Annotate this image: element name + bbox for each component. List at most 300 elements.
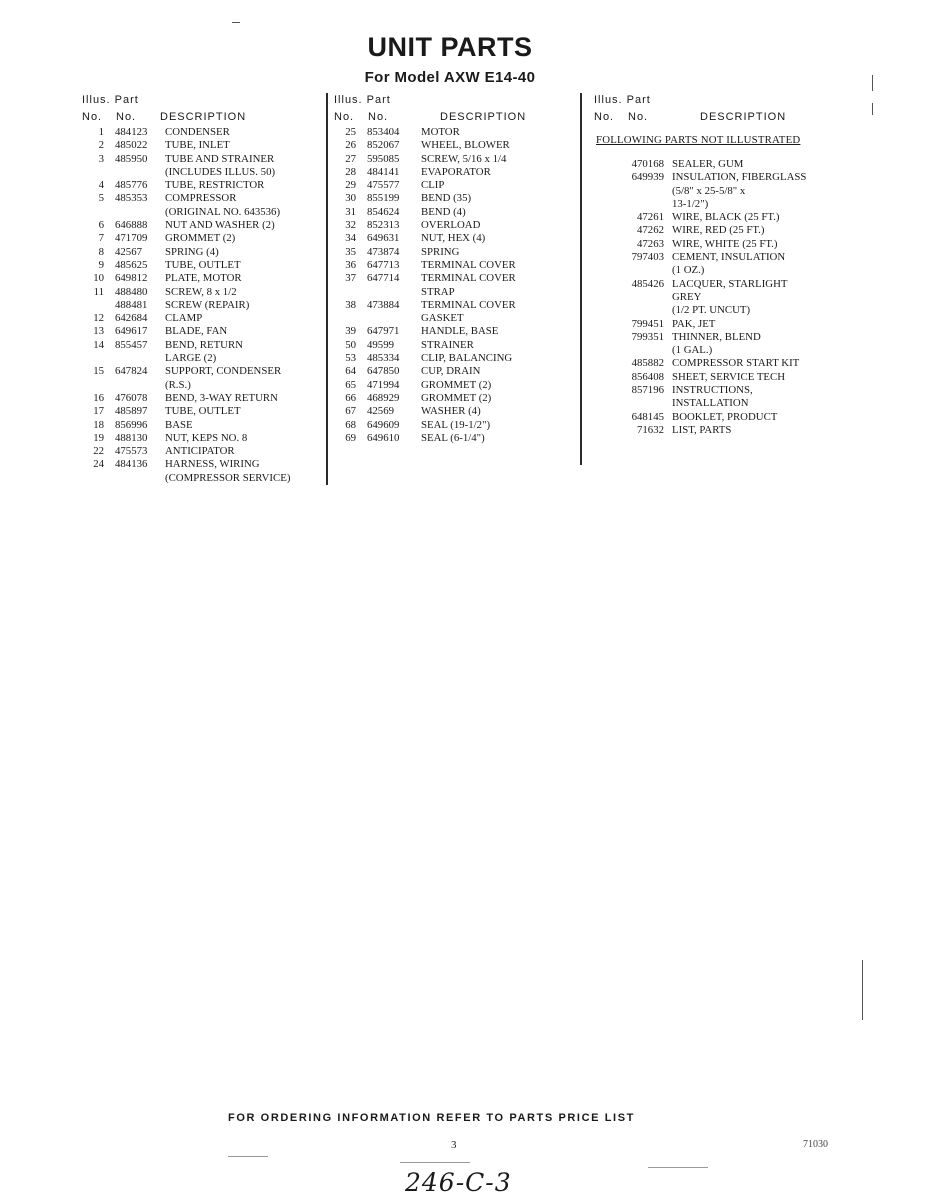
parts-row (590, 211, 840, 224)
part-description (672, 357, 799, 370)
part-number: 468929 (367, 391, 400, 404)
illus-number: 10 (93, 272, 104, 285)
part-number: 485334 (367, 352, 400, 365)
part-description (165, 419, 193, 432)
part-number: 853404 (367, 126, 400, 138)
part-description (421, 365, 480, 378)
illus-number: 4 (98, 179, 104, 192)
description-line: CLAMP (165, 312, 203, 325)
illus-number: 24 (93, 458, 104, 471)
part-number: 475577 (367, 179, 400, 192)
header-illus-no: No. (334, 111, 355, 123)
parts-row (330, 126, 580, 139)
part-number: 485882 (631, 357, 664, 370)
parts-row (590, 224, 840, 237)
part-number: 799351 (631, 330, 664, 343)
part-number: 647714 (367, 272, 400, 285)
part-number: 649610 (367, 431, 400, 444)
part-description (165, 153, 275, 180)
scan-mark (228, 1156, 268, 1157)
illus-number: 13 (93, 325, 104, 338)
parts-row (590, 411, 840, 424)
scan-mark (648, 1167, 708, 1168)
illus-number: 37 (345, 272, 356, 285)
description-line: SEAL (6-1/4") (421, 431, 485, 444)
description-line: GREY (672, 290, 702, 303)
illus-number: 11 (93, 285, 104, 298)
parts-row (330, 365, 580, 378)
part-number: 642684 (115, 312, 148, 325)
parts-row (78, 153, 323, 180)
parts-row (78, 139, 323, 152)
description-line: (1 GAL.) (672, 344, 713, 357)
illus-number: 29 (345, 179, 356, 192)
part-description (165, 126, 230, 139)
part-number: 595085 (367, 152, 400, 165)
parts-list (78, 126, 323, 485)
description-line: TUBE, RESTRICTOR (165, 179, 265, 192)
description-line: TUBE, INLET (165, 139, 230, 152)
description-line: LACQUER, STARLIGHT (672, 277, 788, 290)
part-description (165, 272, 242, 285)
description-line: TUBE, OUTLET (165, 405, 241, 418)
description-line: INSTRUCTIONS, (672, 384, 753, 397)
document-code: 71030 (803, 1139, 828, 1150)
illus-number: 68 (345, 418, 356, 431)
ordering-note: FOR ORDERING INFORMATION REFER TO PARTS PRICE LIST (228, 1112, 635, 1124)
parts-row (590, 238, 840, 251)
parts-row (78, 259, 323, 272)
part-description (165, 299, 249, 312)
description-line: (ORIGINAL NO. 643536) (165, 205, 281, 218)
illus-number: 6 (98, 219, 104, 232)
description-line: SPRING (4) (165, 245, 219, 258)
page-number: 3 (451, 1139, 457, 1151)
part-description (672, 251, 785, 278)
part-number: 649812 (115, 272, 148, 285)
column-header (330, 92, 580, 126)
part-description (421, 192, 471, 205)
part-number: 855199 (367, 192, 400, 205)
parts-row (78, 286, 323, 299)
part-number: 649939 (631, 171, 664, 184)
parts-row (78, 419, 323, 432)
part-description (165, 445, 235, 458)
description-line: TERMINAL COVER (421, 272, 516, 285)
illus-number: 32 (345, 219, 356, 232)
part-number: 470168 (631, 158, 664, 170)
part-description (165, 286, 237, 299)
illus-number: 1 (98, 126, 104, 138)
part-description (165, 392, 278, 405)
part-description (421, 139, 510, 152)
part-number: 471709 (115, 232, 148, 245)
parts-row (78, 219, 323, 232)
parts-row (590, 318, 840, 331)
parts-row (78, 325, 323, 338)
description-line: NUT, HEX (4) (421, 232, 486, 245)
illus-number: 7 (98, 232, 104, 245)
parts-row (330, 419, 580, 432)
parts-row (330, 206, 580, 219)
description-line: BEND (35) (421, 192, 472, 205)
header-description: DESCRIPTION (440, 111, 527, 123)
description-line: NUT AND WASHER (2) (165, 219, 275, 232)
part-number: 485776 (115, 179, 148, 192)
header-illus-no: No. (82, 111, 103, 123)
description-line: (1 OZ.) (672, 264, 705, 277)
part-number: 854624 (367, 205, 400, 218)
illus-number: 16 (93, 391, 104, 404)
illus-number: 17 (93, 405, 104, 418)
part-description (421, 325, 498, 338)
parts-row (330, 405, 580, 418)
part-number: 647713 (367, 258, 400, 271)
parts-row (78, 405, 323, 418)
illus-number: 26 (345, 139, 356, 152)
part-number: 485426 (631, 277, 664, 290)
part-description (421, 432, 485, 445)
parts-row (78, 339, 323, 366)
part-description (672, 278, 788, 318)
parts-column-2 (330, 92, 580, 445)
part-number: 488481 (115, 298, 148, 311)
part-description (421, 299, 516, 326)
part-description (672, 158, 743, 171)
part-number: 484136 (115, 458, 148, 471)
parts-row (590, 371, 840, 384)
description-line: THINNER, BLEND (672, 330, 761, 343)
part-number: 488130 (115, 431, 148, 444)
description-line: BEND, RETURN (165, 338, 243, 351)
illus-number: 31 (345, 205, 356, 218)
column-divider (580, 93, 582, 465)
description-line: COMPRESSOR START KIT (672, 357, 800, 370)
parts-row (78, 126, 323, 139)
part-description (165, 219, 275, 232)
header-part-no: No. (628, 111, 649, 123)
description-line: MOTOR (421, 126, 460, 138)
part-number: 47262 (637, 224, 664, 237)
part-description (421, 272, 516, 299)
illus-number: 14 (93, 338, 104, 351)
handwritten-note: 246-C-3 (405, 1168, 512, 1197)
part-number: 649609 (367, 418, 400, 431)
parts-row (78, 432, 323, 445)
illus-number: 3 (98, 152, 104, 165)
description-line: HANDLE, BASE (421, 325, 499, 338)
part-number: 857196 (631, 384, 664, 397)
description-line: (5/8" x 25-5/8" x (672, 184, 746, 197)
illus-number: 36 (345, 258, 356, 271)
parts-row (330, 339, 580, 352)
description-line: WIRE, RED (25 FT.) (672, 224, 765, 237)
part-number: 646888 (115, 219, 148, 232)
part-description (165, 458, 290, 485)
model-subtitle: For Model AXW E14-40 (364, 69, 536, 86)
part-description (165, 179, 264, 192)
part-description (672, 238, 777, 251)
part-number: 647850 (367, 365, 400, 378)
part-number: 852067 (367, 139, 400, 152)
parts-row (330, 232, 580, 245)
page-title: UNIT PARTS (367, 32, 533, 62)
illus-number: 64 (345, 365, 356, 378)
parts-row (330, 192, 580, 205)
header-illus-part: Illus. Part (82, 94, 139, 106)
description-line: LARGE (2) (165, 352, 217, 365)
part-number: 42567 (115, 245, 142, 258)
part-number: 485022 (115, 139, 148, 152)
part-description (421, 126, 460, 139)
description-line: PLATE, MOTOR (165, 272, 242, 285)
illus-number: 5 (98, 192, 104, 205)
description-line: WIRE, BLACK (25 FT.) (672, 211, 780, 224)
part-number: 485950 (115, 152, 148, 165)
description-line: WIRE, WHITE (25 FT.) (672, 237, 778, 250)
illus-number: 19 (93, 431, 104, 444)
illus-number: 2 (98, 139, 104, 152)
description-line: 13-1/2") (672, 197, 709, 210)
part-number: 488480 (115, 285, 148, 298)
description-line: GROMMET (2) (165, 232, 236, 245)
parts-row (590, 357, 840, 370)
parts-row (590, 251, 840, 278)
illus-number: 34 (345, 232, 356, 245)
illus-number: 38 (345, 298, 356, 311)
part-description (421, 206, 466, 219)
part-number: 484141 (367, 165, 400, 178)
parts-row (330, 272, 580, 299)
parts-row (78, 192, 323, 219)
part-description (421, 379, 491, 392)
description-line: SPRING (421, 245, 460, 258)
description-line: ANTICIPATOR (165, 445, 235, 458)
part-description (421, 259, 516, 272)
part-number: 648145 (631, 410, 664, 423)
parts-row (590, 384, 840, 411)
description-line: CONDENSER (165, 126, 230, 138)
part-description (421, 166, 491, 179)
part-description (672, 331, 761, 358)
parts-row (78, 246, 323, 259)
part-description (672, 371, 785, 384)
part-number: 799451 (631, 317, 664, 330)
part-description (672, 424, 731, 437)
part-description (421, 179, 444, 192)
part-description (672, 411, 777, 424)
scan-mark (862, 960, 863, 1020)
part-description (421, 246, 459, 259)
parts-row (590, 331, 840, 358)
parts-row (590, 158, 840, 171)
part-number: 71632 (637, 423, 664, 436)
description-line: COMPRESSOR (165, 192, 237, 205)
parts-row (78, 445, 323, 458)
description-line: CLIP (421, 179, 445, 192)
scan-mark (232, 22, 240, 23)
part-number: 855457 (115, 338, 148, 351)
illus-number: 15 (93, 365, 104, 378)
illus-number: 50 (345, 338, 356, 351)
part-description (672, 384, 753, 411)
description-line: LIST, PARTS (672, 423, 732, 436)
parts-row (330, 139, 580, 152)
parts-row (78, 365, 323, 392)
part-number: 797403 (631, 251, 664, 264)
description-line: BLADE, FAN (165, 325, 228, 338)
part-number: 47263 (637, 237, 664, 250)
parts-column-3 (590, 92, 840, 437)
parts-row (78, 272, 323, 285)
parts-row (330, 352, 580, 365)
description-line: SUPPORT, CONDENSER (165, 365, 282, 378)
part-description (672, 224, 764, 237)
part-description (421, 232, 485, 245)
parts-row (78, 299, 323, 312)
part-description (421, 392, 491, 405)
illus-number: 39 (345, 325, 356, 338)
illus-number: 66 (345, 391, 356, 404)
header-description: DESCRIPTION (160, 111, 247, 123)
description-line: TUBE, OUTLET (165, 258, 241, 271)
parts-row (330, 246, 580, 259)
header-part-no: No. (116, 111, 137, 123)
parts-row (330, 153, 580, 166)
description-line: GROMMET (2) (421, 378, 492, 391)
parts-row (330, 179, 580, 192)
parts-row (590, 171, 840, 211)
header-part-no: No. (368, 111, 389, 123)
parts-row (330, 259, 580, 272)
part-description (165, 405, 241, 418)
description-line: STRAINER (421, 338, 474, 351)
description-line: STRAP (421, 285, 455, 298)
part-number: 485897 (115, 405, 148, 418)
header-illus-part: Illus. Part (334, 94, 391, 106)
part-number: 484123 (115, 126, 148, 138)
description-line: OVERLOAD (421, 219, 481, 232)
column-divider (326, 93, 328, 485)
parts-row (330, 166, 580, 179)
parts-row (78, 392, 323, 405)
part-description (672, 318, 715, 331)
part-number: 649631 (367, 232, 400, 245)
part-number: 476078 (115, 391, 148, 404)
description-line: HARNESS, WIRING (165, 458, 260, 471)
part-description (165, 312, 202, 325)
description-line: SCREW, 8 x 1/2 (165, 285, 237, 298)
part-number: 475573 (115, 445, 148, 458)
description-line: SEAL (19-1/2") (421, 418, 491, 431)
parts-row (590, 278, 840, 318)
part-description (421, 153, 506, 166)
parts-row (78, 179, 323, 192)
parts-row (330, 379, 580, 392)
part-description (165, 232, 235, 245)
part-number: 647824 (115, 365, 148, 378)
illus-number: 27 (345, 152, 356, 165)
header-illus-part: Illus. Part (594, 94, 651, 106)
part-description (165, 246, 219, 259)
illus-number: 30 (345, 192, 356, 205)
part-description (421, 405, 481, 418)
part-number: 473884 (367, 298, 400, 311)
description-line: PAK, JET (672, 317, 716, 330)
illus-number: 35 (345, 245, 356, 258)
part-description (165, 432, 247, 445)
parts-column-1 (78, 92, 323, 485)
part-number: 856996 (115, 418, 148, 431)
description-line: CUP, DRAIN (421, 365, 481, 378)
description-line: SHEET, SERVICE TECH (672, 370, 786, 383)
parts-row (78, 312, 323, 325)
part-number: 647971 (367, 325, 400, 338)
part-description (165, 339, 243, 366)
parts-row (330, 392, 580, 405)
illus-number: 67 (345, 405, 356, 418)
description-line: (COMPRESSOR SERVICE) (165, 471, 291, 484)
part-description (672, 171, 806, 211)
description-line: SCREW (REPAIR) (165, 298, 250, 311)
part-description (165, 259, 241, 272)
header-illus-no: No. (594, 111, 615, 123)
parts-row (330, 325, 580, 338)
illus-number: 25 (345, 126, 356, 138)
scan-mark (400, 1162, 470, 1163)
illus-number: 12 (93, 312, 104, 325)
part-number: 485353 (115, 192, 148, 205)
description-line: SCREW, 5/16 x 1/4 (421, 152, 507, 165)
column-header (590, 92, 840, 126)
description-line: GASKET (421, 312, 464, 325)
parts-list (590, 158, 840, 437)
part-number: 42569 (367, 405, 394, 418)
parts-row (78, 458, 323, 485)
description-line: BOOKLET, PRODUCT (672, 410, 778, 423)
description-line: BEND, 3-WAY RETURN (165, 391, 278, 404)
part-number: 47261 (637, 211, 664, 224)
illus-number: 28 (345, 165, 356, 178)
illus-number: 9 (98, 258, 104, 271)
description-line: CEMENT, INSULATION (672, 251, 786, 264)
part-description (672, 211, 779, 224)
description-line: INSULATION, FIBERGLASS (672, 171, 807, 184)
parts-row (330, 219, 580, 232)
part-description (165, 192, 280, 219)
part-description (165, 139, 230, 152)
part-description (165, 325, 227, 338)
scan-mark (872, 103, 873, 115)
illus-number: 22 (93, 445, 104, 458)
part-description (421, 219, 480, 232)
part-number: 856408 (631, 370, 664, 383)
description-line: TERMINAL COVER (421, 258, 516, 271)
parts-row (78, 232, 323, 245)
part-description (165, 365, 281, 392)
description-line: EVAPORATOR (421, 165, 491, 178)
description-line: BEND (4) (421, 205, 466, 218)
illus-number: 8 (98, 245, 104, 258)
column-header (78, 92, 323, 126)
description-line: NUT, KEPS NO. 8 (165, 431, 248, 444)
parts-row (590, 424, 840, 437)
description-line: TERMINAL COVER (421, 298, 516, 311)
description-line: (INCLUDES ILLUS. 50) (165, 165, 276, 178)
description-line: WASHER (4) (421, 405, 481, 418)
parts-row (330, 432, 580, 445)
illus-number: 65 (345, 378, 356, 391)
